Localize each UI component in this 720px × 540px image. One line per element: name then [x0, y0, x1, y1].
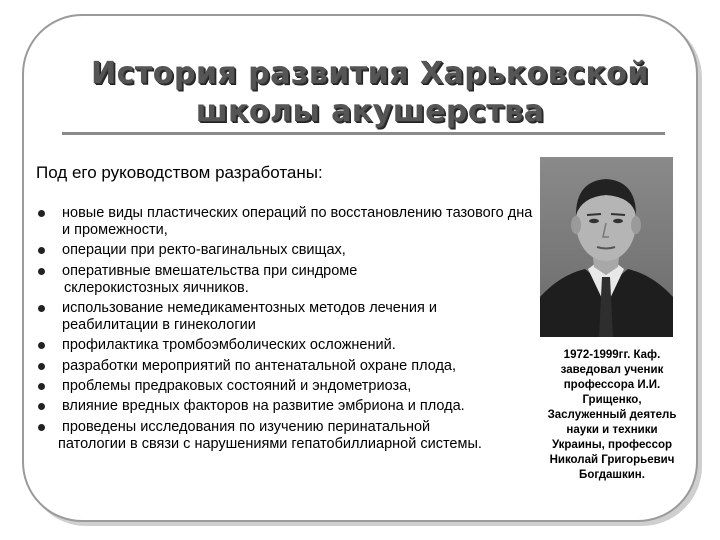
bullet-icon — [38, 403, 45, 410]
list-item — [36, 205, 536, 239]
list-item — [36, 398, 536, 415]
caption-line: Заслуженный деятель — [547, 409, 677, 421]
portrait-photo — [540, 157, 673, 337]
portrait-image — [540, 157, 673, 337]
caption-line: 1972-1999гг. Каф. — [563, 349, 661, 361]
title-line-2: школы акушерства — [195, 94, 545, 129]
bullet-icon — [38, 383, 45, 390]
list-item-text: влияние вредных факторов на развитие эмбриона и плода. — [62, 398, 465, 415]
list-item-text: оперативные вмешательства при синдроме — [62, 262, 358, 279]
list-item — [36, 337, 536, 354]
title-underline — [62, 132, 665, 135]
list-item-text: проблемы предраковых состояний и эндометриоза, — [62, 378, 412, 395]
continuation-text: патологии в связи с нарушениями гепатобиллиарной системы. — [58, 435, 482, 452]
list-item — [36, 419, 536, 436]
caption-line: профессора И.И. — [563, 379, 661, 391]
bullet-icon — [38, 268, 45, 275]
list-item-text: разработки мероприятий по антенатальной охране плода, — [62, 357, 457, 374]
bullet-icon — [38, 363, 45, 370]
caption-line: заведовал ученик — [560, 364, 664, 376]
bullet-icon — [38, 305, 45, 312]
list-item — [36, 358, 536, 375]
title-line-1: История развития Харьковской — [91, 56, 649, 91]
list-item-text: операции при ректо-вагинальных свищах, — [62, 242, 346, 259]
portrait-caption — [537, 348, 687, 483]
list-item — [36, 242, 536, 259]
caption-line: Украины, профессор — [551, 439, 673, 451]
bullet-icon — [38, 424, 45, 431]
caption-line: Грищенко, — [582, 394, 642, 406]
list-item-text: новые виды пластических операций по восстановлению тазового дна и промежности, — [62, 205, 533, 238]
achievements-list — [36, 205, 536, 456]
continuation-text: склерокистозных яичников. — [64, 279, 249, 296]
list-item-continuation — [36, 436, 498, 453]
caption-line: Николай Григорьевич — [549, 454, 675, 466]
caption-line: Богдашкин. — [579, 469, 645, 481]
bullet-icon — [38, 342, 45, 349]
page-title — [40, 55, 700, 131]
list-item-text: использование немедикаментозных методов лечения и реабилитации в гинекологии — [62, 300, 437, 334]
list-item-continuation — [36, 280, 536, 297]
list-item-text: проведены исследования по изучению перинатальной — [62, 418, 431, 435]
list-item-text: профилактика тромбоэмболических осложнений. — [62, 337, 396, 354]
bullet-icon — [38, 247, 45, 254]
list-item — [36, 300, 536, 334]
list-item — [36, 378, 536, 395]
bullet-icon — [38, 210, 45, 217]
list-item — [36, 263, 536, 280]
caption-line: науки и техники — [566, 424, 658, 436]
section-heading: Под его руководством разработаны: — [36, 163, 323, 182]
